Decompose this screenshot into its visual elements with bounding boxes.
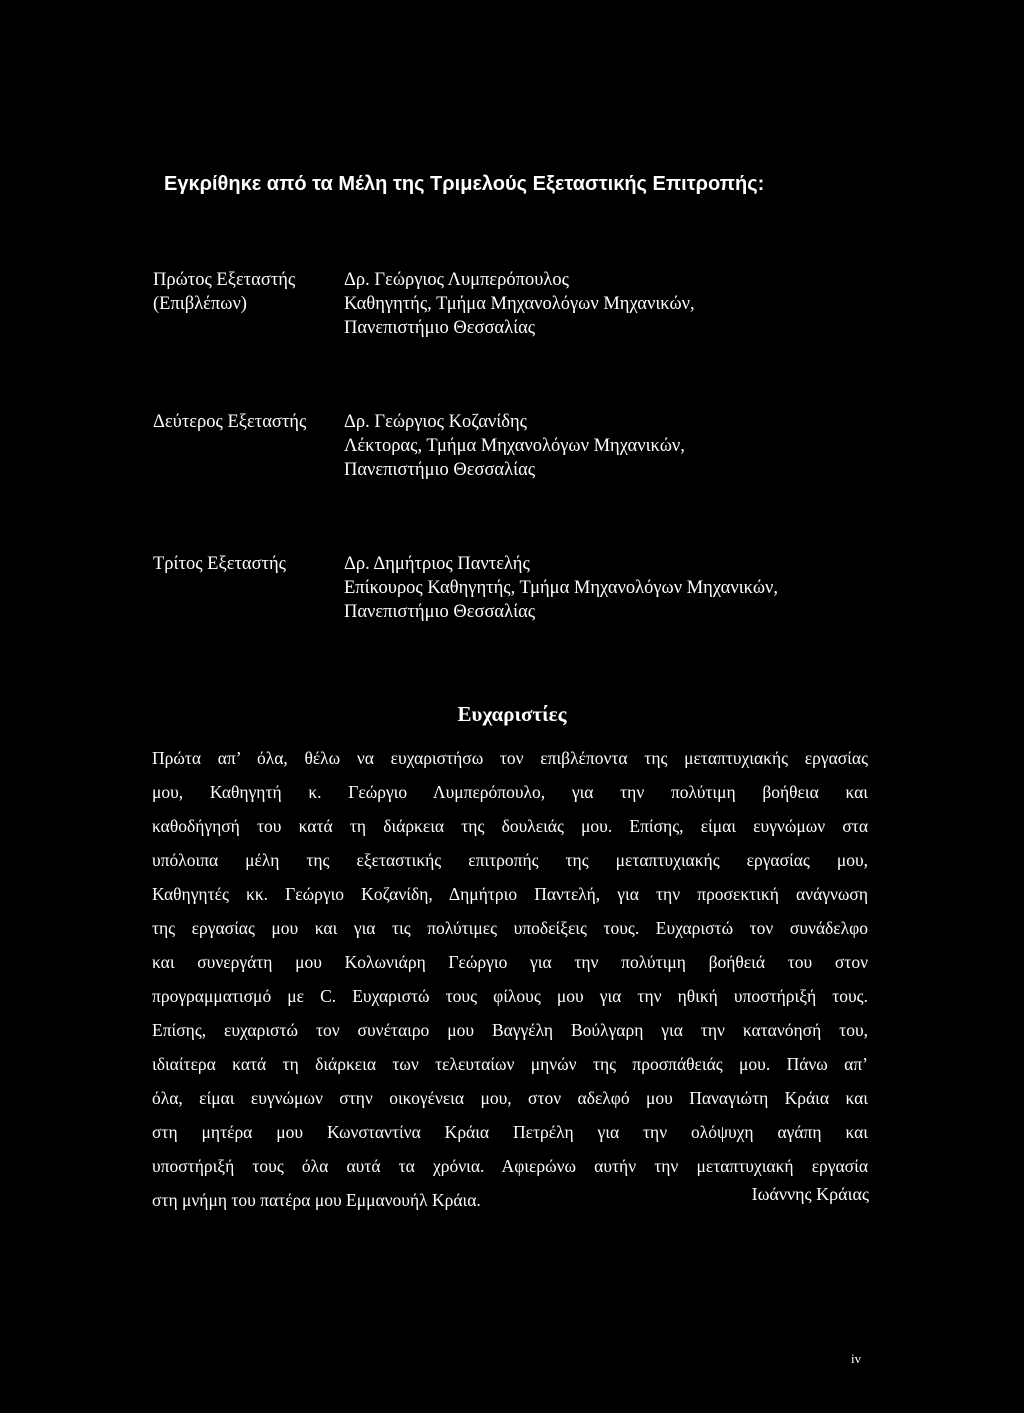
acknowledgements-line: υποστήριξή τους όλα αυτά τα χρόνια. Αφιερώνω αυτήν την μεταπτυχιακή εργασία [152,1156,868,1176]
acknowledgements-line: και συνεργάτη μου Κολωνιάρη Γεώργιο για την πολύτιμη βοήθειά του στον [152,952,868,972]
examiner-position: Καθηγητής, Τμήμα Μηχανολόγων Μηχανικών, [344,294,695,314]
acknowledgements-line: μου, Καθηγητή κ. Γεώργιο Λυμπερόπουλο, για την πολύτιμη βοήθεια και [152,782,868,802]
examiner-role [153,410,343,434]
acknowledgements-line: στη μνήμη του πατέρα μου Εμμανουήλ Κράια. [152,1190,481,1210]
examiner-details [344,410,884,482]
signature: Ιωάννης Κράιας [751,1184,869,1204]
acknowledgements-line: της εργασίας μου και για τις πολύτιμες υποδείξεις τους. Ευχαριστώ τον συνάδελφο [152,918,868,938]
acknowledgements-line: στη μητέρα μου Κωνσταντίνα Κράια Πετρέλη για την ολόψυχη αγάπη και [152,1122,868,1142]
acknowledgements-line: ιδιαίτερα κατά τη διάρκεια των τελευταίων μηνών της προσπάθειάς μου. Πάνω απ’ [152,1054,868,1074]
examiner-details [344,268,884,340]
acknowledgements-line: προγραμματισμό με C. Ευχαριστώ τους φίλους μου για την ηθική υποστήριξή τους. [152,986,868,1006]
examiner-institution: Πανεπιστήμιο Θεσσαλίας [344,318,536,338]
acknowledgements-line: Επίσης, ευχαριστώ τον συνέταιρο μου Βαγγέλη Βούλγαρη για την κατανόησή του, [152,1020,868,1040]
acknowledgements-line: όλα, είμαι ευγνώμων στην οικογένεια μου, στον αδελφό μου Παναγιώτη Κράια και [152,1088,868,1108]
examiner-role-line: (Επιβλέπων) [153,294,247,314]
examiner-position: Επίκουρος Καθηγητής, Τμήμα Μηχανολόγων Μηχανικών, [344,578,779,598]
acknowledgements-line: καθοδήγησή του κατά τη διάρκεια της δουλειάς μου. Επίσης, είμαι ευγνώμων στα [152,816,868,836]
acknowledgements-line: Καθηγητές κκ. Γεώργιο Κοζανίδη, Δημήτριο Παντελή, για την προσεκτική ανάγνωση [152,884,868,904]
examiner-name: Δρ. Γεώργιος Λυμπερόπουλος [344,270,569,290]
page-number: iv [851,1351,862,1366]
examiner-role [153,268,343,316]
examiner-role-line: Τρίτος Εξεταστής [153,554,286,574]
approval-heading: Εγκρίθηκε από τα Μέλη της Τριμελούς Εξεταστικής Επιτροπής: [164,173,765,195]
examiner-position: Λέκτορας, Τμήμα Μηχανολόγων Μηχανικών, [344,436,685,456]
examiner-name: Δρ. Γεώργιος Κοζανίδης [344,412,527,432]
examiner-role-line: Πρώτος Εξεταστής [153,270,296,290]
acknowledgements-body [152,741,868,1217]
acknowledgements-line: υπόλοιπα μέλη της εξεταστικής επιτροπής της μεταπτυχιακής εργασίας μου, [152,850,868,870]
acknowledgements-title: Ευχαριστίες [457,702,567,726]
examiner-institution: Πανεπιστήμιο Θεσσαλίας [344,602,536,622]
examiner-role [153,552,343,576]
examiner-name: Δρ. Δημήτριος Παντελής [344,554,530,574]
acknowledgements-line: Πρώτα απ’ όλα, θέλω να ευχαριστήσω τον επιβλέποντα της μεταπτυχιακής εργασίας [152,748,868,768]
examiner-details [344,552,884,624]
examiner-role-line: Δεύτερος Εξεταστής [153,412,307,432]
examiner-institution: Πανεπιστήμιο Θεσσαλίας [344,460,536,480]
